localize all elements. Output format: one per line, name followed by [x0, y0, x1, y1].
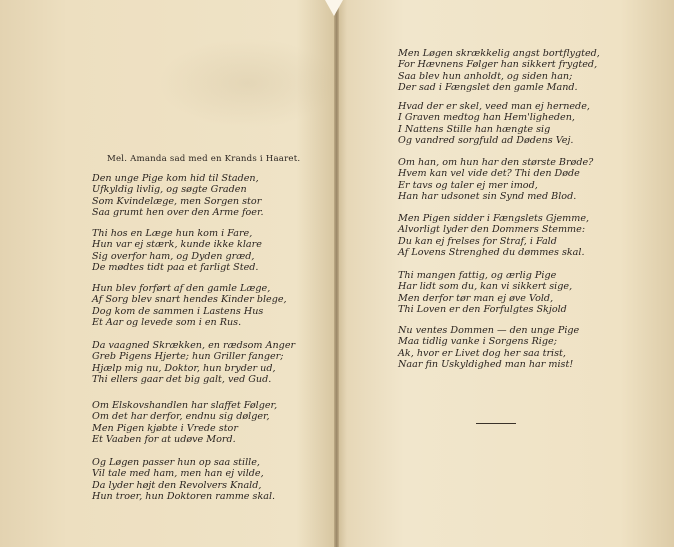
verse-line: Dog kom de sammen i Lastens Hus — [92, 305, 264, 317]
verse-line: Som Kvindelæge, men Sorgen stor — [92, 195, 262, 207]
verse-line: Hvem kan vel vide det? Thi den Døde — [398, 168, 580, 180]
stanza-5 — [92, 400, 277, 446]
verse-line: Saa blev hun anholdt, og siden han; — [398, 70, 573, 82]
show-through-shadow — [158, 38, 338, 128]
verse-line: Men Pigen kjøbte i Vrede stor — [92, 422, 238, 434]
verse-line: Han har udsonet sin Synd med Blod. — [398, 191, 577, 203]
stanza-9 — [398, 157, 593, 203]
verse-line: Om Elskovshandlen har slaffet Følger, — [92, 400, 278, 411]
stanza-11 — [398, 270, 572, 316]
verse-line: Et Vaaben for at udøve Mord. — [92, 434, 236, 446]
verse-line: Saa grumt hen over den Arme foer. — [92, 207, 264, 219]
verse-line: Da vaagned Skrækken, en rædsom Anger — [92, 340, 296, 351]
right-page — [338, 0, 674, 547]
verse-line: Den unge Pige kom hid til Staden, — [92, 173, 259, 184]
stanza-4 — [92, 340, 295, 386]
verse-line: Hjælp mig nu, Doktor, hun bryder ud, — [92, 362, 276, 374]
melody-note: Mel. Amanda sad med en Krands i Haaret. — [107, 154, 301, 164]
verse-line: Ufkyldig livlig, og søgte Graden — [92, 184, 247, 196]
verse-line: Sig overfor ham, og Dyden græd, — [92, 250, 255, 262]
verse-line: Af Sorg blev snart hendes Kinder blege, — [92, 294, 287, 306]
verse-line: Men Løgen skrækkelig angst bortflygted, — [398, 48, 600, 59]
stanza-3 — [92, 283, 287, 329]
verse-line: Thi hos en Læge hun kom i Fare, — [92, 228, 253, 239]
verse-line: I Graven medtog han Hem'ligheden, — [398, 112, 575, 124]
end-rule — [476, 423, 516, 424]
stanza-6 — [92, 457, 275, 503]
verse-line: Maa tidlig vanke i Sorgens Rige; — [398, 336, 557, 348]
verse-line: Vil tale med ham, men han ej vilde, — [92, 468, 264, 480]
verse-line: Thi Loven er den Forfulgtes Skjold — [398, 304, 567, 316]
stanza-2 — [92, 228, 262, 274]
verse-line: Er tavs og taler ej mer imod, — [398, 179, 538, 191]
verse-line: Har lidt som du, kan vi sikkert sige, — [398, 281, 573, 293]
verse-line: Hvad der er skel, veed man ej hernede, — [398, 101, 590, 112]
verse-line: For Hævnens Følger han sikkert frygted, — [398, 59, 598, 71]
verse-line: Men derfor tør man ej øve Vold, — [398, 292, 554, 304]
verse-line: Men Pigen sidder i Fængslets Gjemme, — [398, 213, 590, 224]
verse-line: Et Aar og levede som i en Rus. — [92, 317, 242, 329]
verse-line: Alvorligt lyder den Dommers Stemme: — [398, 224, 586, 236]
stanza-7 — [398, 48, 600, 94]
verse-line: Hun troer, hun Doktoren ramme skal. — [92, 491, 276, 503]
stanza-8 — [398, 101, 590, 147]
left-page — [0, 0, 336, 547]
verse-line: Og Løgen passer hun op saa stille, — [92, 457, 260, 468]
verse-line: Greb Pigens Hjerte; hun Griller fanger; — [92, 351, 284, 363]
verse-line: Om det har derfor, endnu sig dølger, — [92, 411, 270, 423]
verse-line: Og vandred sorgfuld ad Dødens Vej. — [398, 135, 574, 147]
verse-line: Nu ventes Dommen — den unge Pige — [398, 325, 580, 336]
stanza-1 — [92, 173, 264, 219]
verse-line: De mødtes tidt paa et farligt Sted. — [92, 262, 259, 274]
verse-line: Du kan ej frelses for Straf, i Fald — [398, 235, 557, 247]
verse-line: Hun blev forført af den gamle Læge, — [92, 283, 271, 294]
verse-line: Thi ellers gaar det big galt, ved Gud. — [92, 374, 272, 386]
stanza-10 — [398, 213, 589, 259]
stanza-12 — [398, 325, 579, 371]
verse-line: Naar fin Uskyldighed man har mist! — [398, 359, 574, 371]
verse-line: Af Lovens Strenghed du dømmes skal. — [398, 247, 585, 259]
verse-line: Da lyder højt den Revolvers Knald, — [92, 479, 262, 491]
verse-line: Om han, om hun har den største Brøde? — [398, 157, 594, 168]
verse-line: I Nattens Stille han hængte sig — [398, 123, 551, 135]
verse-line: Ak, hvor er Livet dog her saa trist, — [398, 347, 566, 359]
verse-line: Der sad i Fængslet den gamle Mand. — [398, 82, 578, 94]
verse-line: Hun var ej stærk, kunde ikke klare — [92, 239, 262, 251]
verse-line: Thi mangen fattig, og ærlig Pige — [398, 270, 557, 281]
